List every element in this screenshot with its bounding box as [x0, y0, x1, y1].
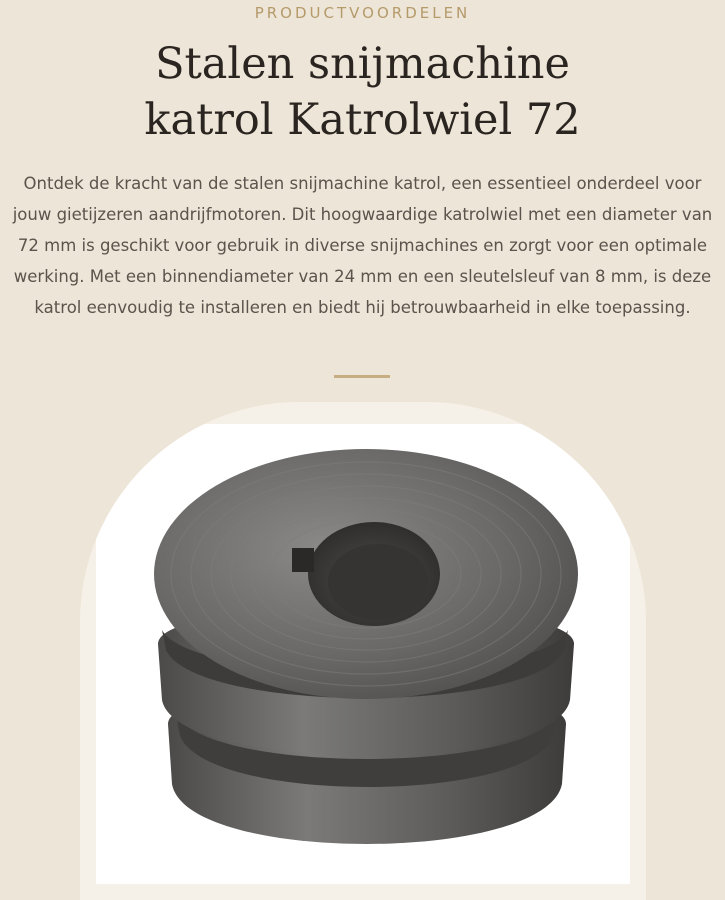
product-title-line-1: Stalen snijmachine	[155, 39, 570, 89]
product-description: Ontdek de kracht van de stalen snijmachine katrol, een essentieel onderdeel voor jouw gietijzeren aandrijfmotoren. Dit hoogwaardige katrolwiel met een diameter van 72 mm is geschikt voor gebruik in diverse snijmachines en zorgt voor een optimale werking. Met een binnendiameter van 24 mm en een sleutelsleuf van 8 mm, is deze katrol eenvoudig te installeren en biedt hij betrouwbaarheid in elke toepassing.	[12, 174, 713, 317]
product-title	[0, 36, 725, 148]
section-divider	[334, 375, 390, 378]
section-eyebrow: PRODUCTVOORDELEN	[254, 4, 471, 22]
pulley-keyway	[292, 548, 314, 572]
product-image-frame	[80, 402, 646, 900]
pulley-bore-inner	[328, 544, 428, 620]
product-image	[96, 424, 630, 884]
product-title-line-2: katrol Katrolwiel 72	[144, 95, 581, 145]
pulley-illustration	[96, 424, 630, 884]
